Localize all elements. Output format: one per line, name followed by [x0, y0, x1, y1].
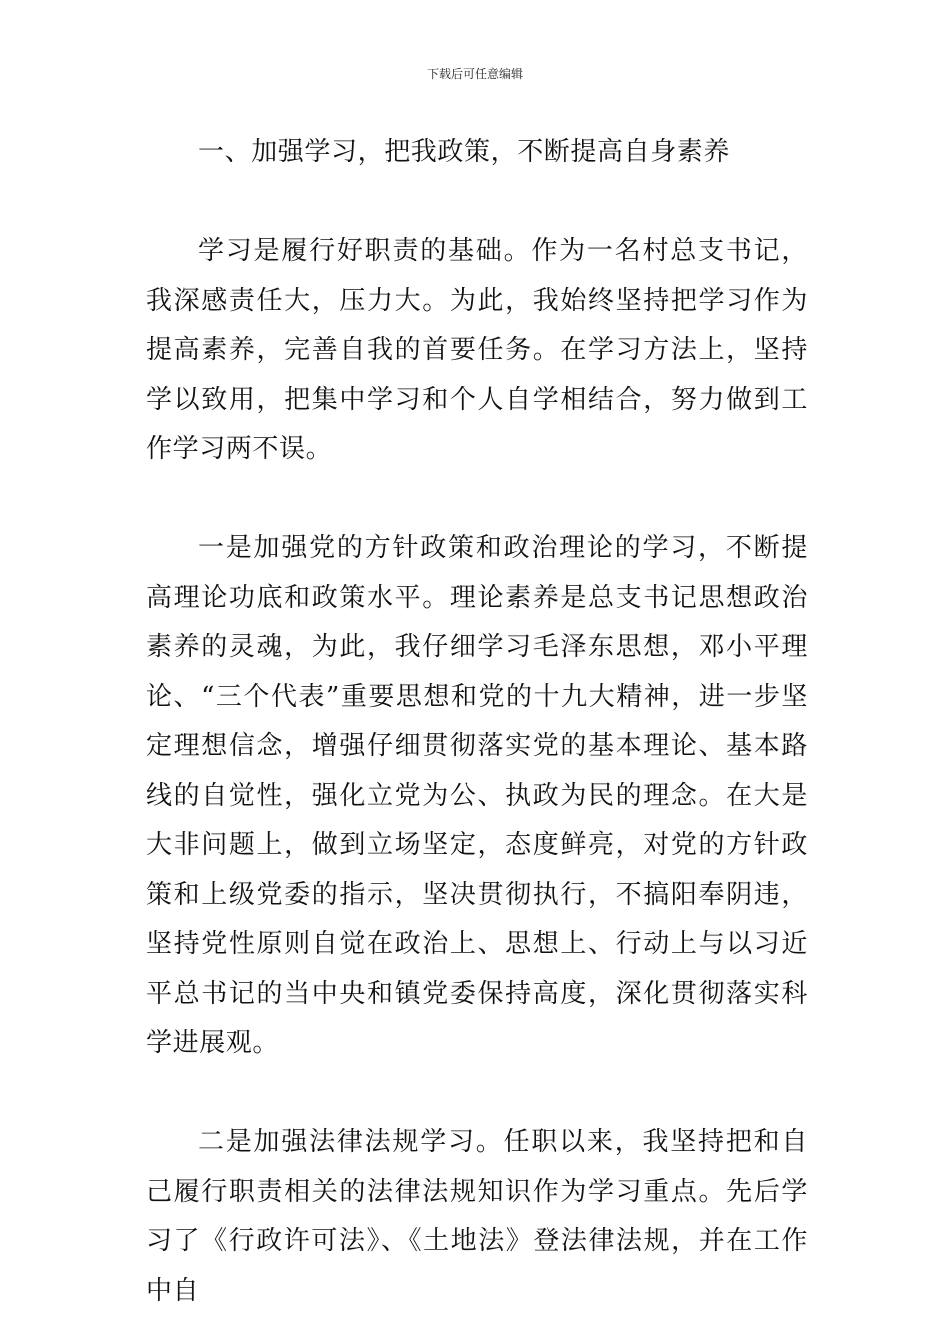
paragraph-learning-basis: 学习是履行好职责的基础。作为一名村总支书记，我深感责任大，压力大。为此，我始终坚持把学习作为提高素养，完善自我的首要任务。在学习方法上，坚持学以致用，把集中学习和个人自学相结合，努力做到工作学习两不误。 — [146, 236, 808, 464]
section-heading: 一、加强学习，把我政策，不断提高自身素养 — [198, 137, 731, 167]
document-body — [146, 128, 808, 1316]
header-note: 下载后可任意编辑 — [426, 67, 523, 81]
paragraph-theory-study: 一是加强党的方针政策和政治理论的学习，不断提高理论功底和政策水平。理论素养是总支书记思想政治素养的灵魂，为此，我仔细学习毛泽东思想，邓小平理论、“三个代表”重要思想和党的十九大精神，进一步坚定理想信念，增强仔细贯彻落实党的基本理论、基本路线的自觉性，强化立党为公、执政为民的理念。在大是大非问题上，做到立场坚定，态度鲜亮，对党的方针政策和上级党委的指示，坚决贯彻执行，不搞阳奉阴违，坚持党性原则自觉在政治上、思想上、行动上与以习近平总书记的当中央和镇党委保持高度，深化贯彻落实科学进展观。 — [146, 533, 808, 1058]
paragraph-law-study: 二是加强法律法规学习。任职以来，我坚持把和自己履行职责相关的法律法规知识作为学习重点。先后学习了《行政许可法》、《土地法》登法律法规，并在工作中自 — [146, 1127, 808, 1306]
